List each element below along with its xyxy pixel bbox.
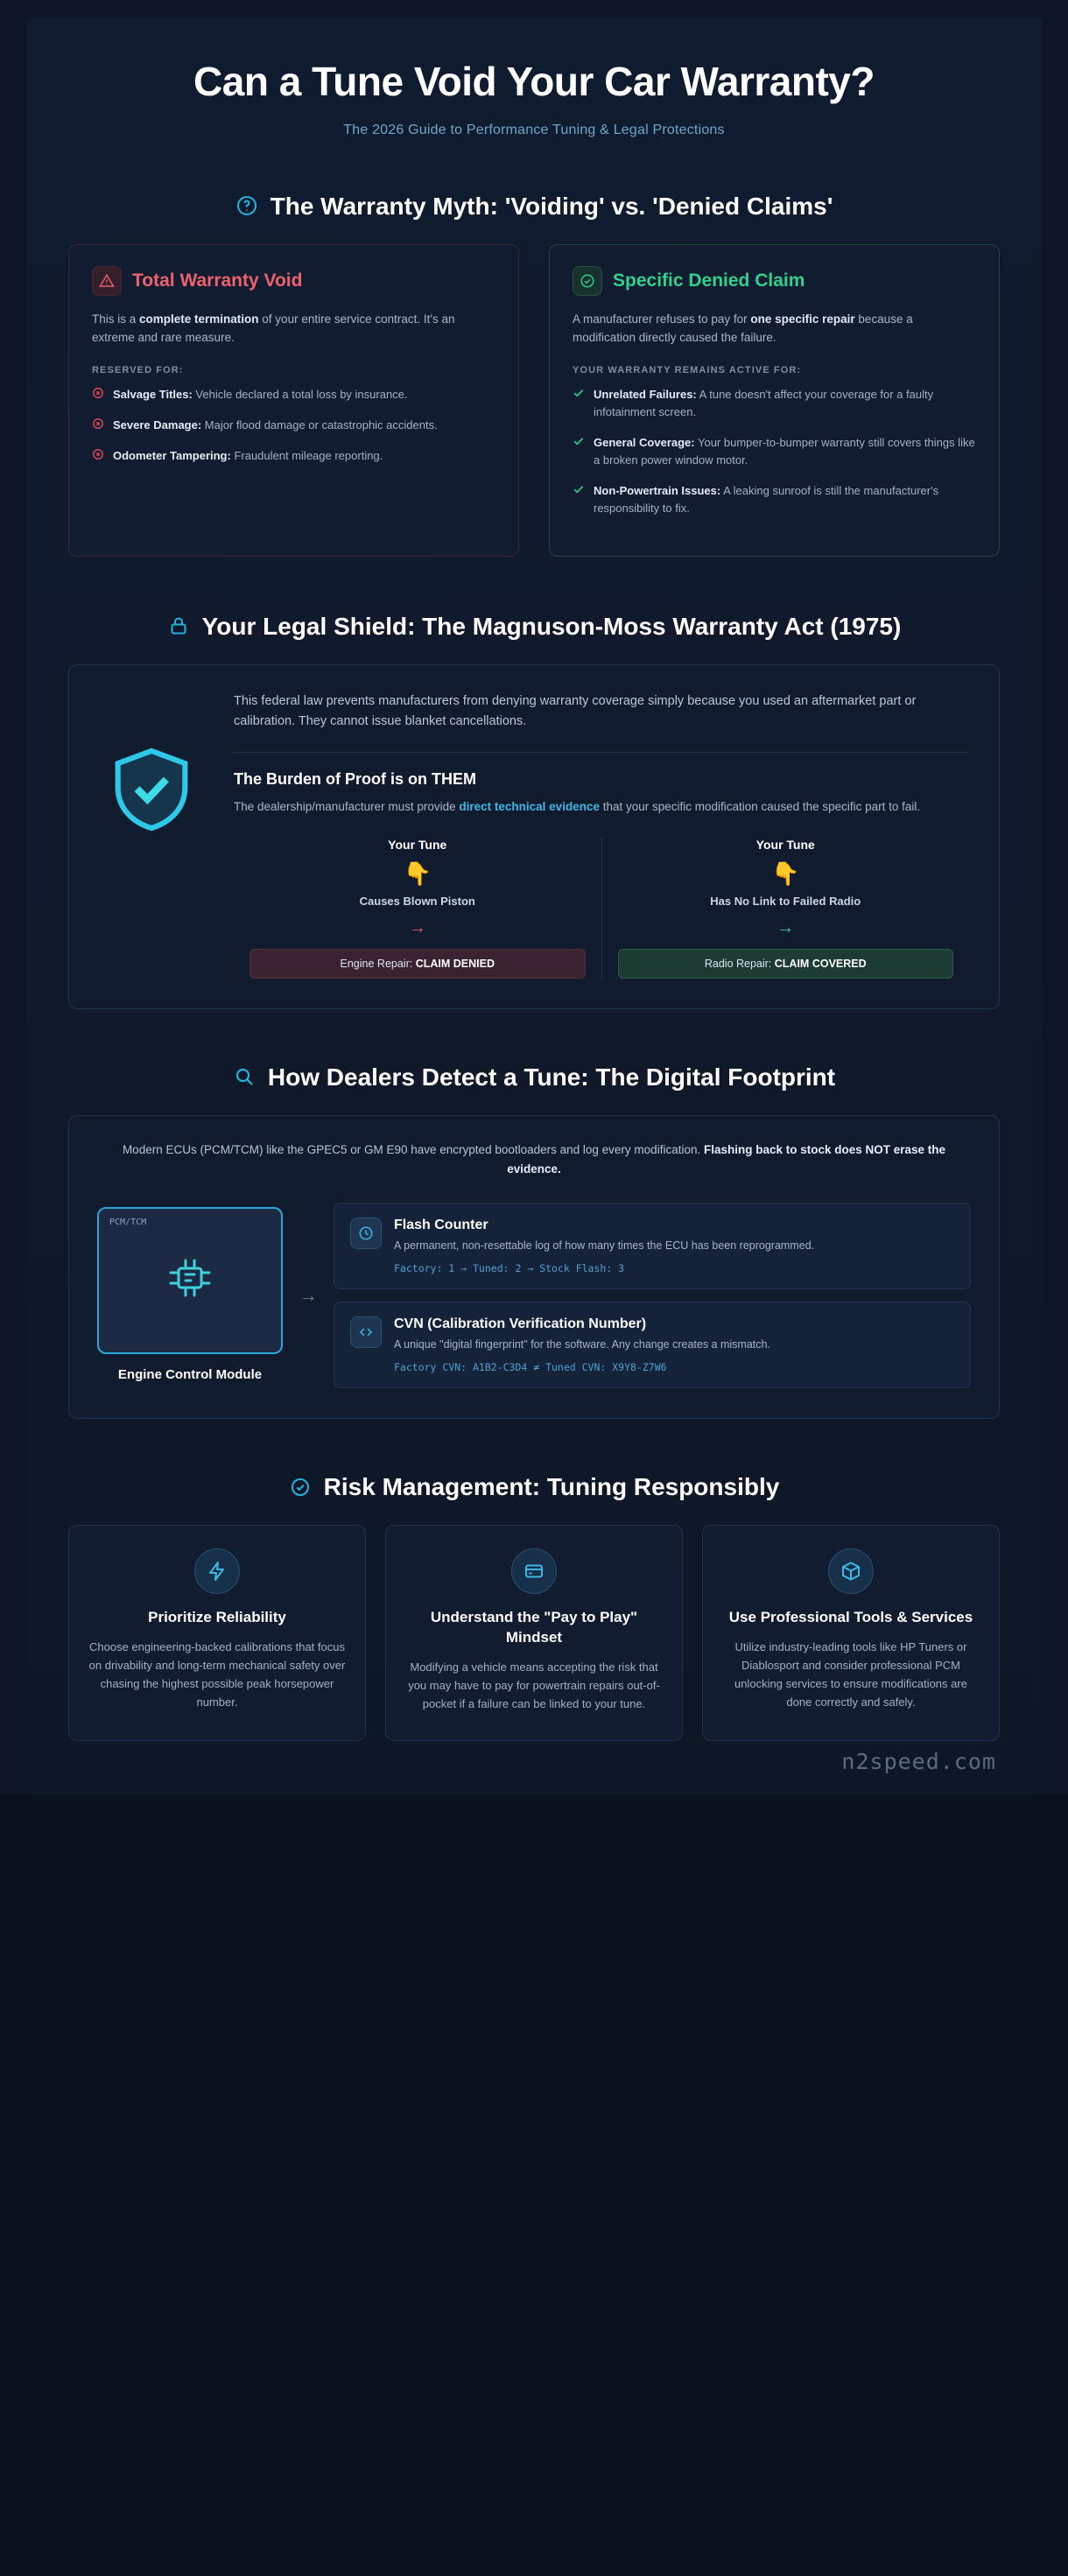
code-icon xyxy=(350,1316,382,1348)
x-circle-icon xyxy=(92,448,104,465)
list-item-title: General Coverage: xyxy=(594,435,695,449)
denied-card-body xyxy=(573,310,976,347)
search-icon xyxy=(233,1065,256,1088)
myth-cards xyxy=(68,244,1000,557)
pointing-down-emoji: 👇 xyxy=(771,860,800,887)
infographic-body xyxy=(26,18,1042,1793)
burden-post: that your specific modification caused the specific part to fail. xyxy=(599,800,921,814)
ecu-caption: Engine Control Module xyxy=(117,1366,263,1382)
legal-shield-panel xyxy=(68,664,1000,1009)
risk-card-reliability xyxy=(68,1525,366,1740)
list-item-text: Your bumper-to-bumper warranty still covers things like a broken power window motor. xyxy=(594,435,975,467)
list-item-title: Salvage Titles: xyxy=(113,387,193,401)
claim-denied-badge xyxy=(249,949,586,979)
warning-triangle-icon xyxy=(92,266,122,296)
chip-icon xyxy=(159,1254,221,1306)
check-circle-icon xyxy=(573,266,602,296)
section-heading-detect xyxy=(68,1062,1000,1092)
x-circle-icon xyxy=(92,418,104,434)
digital-footprint-panel xyxy=(68,1115,1000,1419)
burden-title: The Burden of Proof is on THEM xyxy=(234,770,476,789)
claim-denied-column xyxy=(234,838,602,979)
list-item-text: A leaking sunroof is still the manufacturer's responsibility to fix. xyxy=(594,484,939,516)
list-item-text: Major flood damage or catastrophic accidents. xyxy=(201,418,438,432)
site-watermark: n2speed.com xyxy=(841,1748,996,1774)
legal-panel-content xyxy=(234,691,969,979)
section-heading-risk xyxy=(68,1471,1000,1502)
void-body-post: of your entire service contract. It's an extreme and rare measure. xyxy=(92,312,455,345)
footprint-row xyxy=(97,1203,971,1389)
ecu-illustration xyxy=(97,1207,283,1354)
denied-card-header xyxy=(573,266,976,296)
footprint-lead-text xyxy=(97,1141,971,1203)
check-circle-icon xyxy=(289,1476,312,1499)
section-title-legal: Your Legal Shield: The Magnuson-Moss Warranty Act (1975) xyxy=(201,612,902,640)
cvn-title: CVN (Calibration Verification Number) xyxy=(394,1316,647,1331)
legal-lead-text: This federal law prevents manufacturers from denying warranty coverage simply because you used an aftermarket part or calibration. They cannot issue blanket cancellations. xyxy=(234,691,969,754)
void-list-label: RESERVED FOR: xyxy=(92,364,184,376)
risk-text: Choose engineering-backed calibrations that focus on drivability and long-term mechanical safety over chasing the highest possible peak horsepower number. xyxy=(88,1640,346,1709)
ecu-column xyxy=(97,1207,283,1384)
covered-column-sub: Has No Link to Failed Radio xyxy=(710,894,861,908)
total-warranty-void-card xyxy=(68,244,519,557)
list-item-text: Fraudulent mileage reporting. xyxy=(230,448,383,462)
flash-counter-text: A permanent, non-resettable log of how many times the ECU has been reprogrammed. xyxy=(394,1239,815,1252)
list-item xyxy=(92,386,495,404)
footprint-lead-bold: Flashing back to stock does NOT erase the evidence. xyxy=(507,1142,946,1176)
denied-column-title: Your Tune xyxy=(388,837,447,852)
claim-covered-badge xyxy=(618,949,954,979)
covered-badge-bold: CLAIM COVERED xyxy=(774,957,867,970)
burden-pre: The dealership/manufacturer must provide xyxy=(234,800,460,814)
denied-body-pre: A manufacturer refuses to pay for xyxy=(573,312,751,326)
hero-title: Can a Tune Void Your Car Warranty? xyxy=(193,59,875,104)
list-item xyxy=(573,434,976,469)
risk-title: Use Professional Tools & Services xyxy=(728,1609,973,1626)
ecu-tag-label: PCM/TCM xyxy=(109,1217,147,1227)
risk-text: Utilize industry-leading tools like HP Tuners or Diablosport and consider professional PCM unlocking services to ensure modifications are done correctly and safely. xyxy=(734,1640,967,1709)
void-card-body xyxy=(92,310,495,347)
section-heading-myth xyxy=(68,191,1000,221)
list-item-title: Severe Damage: xyxy=(113,418,202,432)
denied-list-label: YOUR WARRANTY REMAINS ACTIVE FOR: xyxy=(573,364,802,376)
pointing-down-emoji: 👇 xyxy=(403,860,432,887)
arrow-right-icon: → xyxy=(408,917,426,937)
denied-column-sub: Causes Blown Piston xyxy=(359,894,475,908)
claim-covered-column xyxy=(602,838,970,979)
list-item-title: Unrelated Failures: xyxy=(594,387,697,401)
denied-body-bold: one specific repair xyxy=(750,312,855,326)
list-item-text: A tune doesn't affect your coverage for a faulty infotainment screen. xyxy=(594,387,934,418)
burden-text xyxy=(234,797,969,817)
risk-card-pay-to-play xyxy=(385,1525,683,1740)
risk-card-professional-tools xyxy=(702,1525,1000,1740)
list-item xyxy=(92,447,495,465)
denied-card-title: Specific Denied Claim xyxy=(613,270,805,291)
covered-badge-pre: Radio Repair: xyxy=(704,957,775,970)
covered-column-title: Your Tune xyxy=(755,837,815,852)
question-circle-icon xyxy=(235,194,258,217)
flash-counter-code: Factory: 1 → Tuned: 2 → Stock Flash: 3 xyxy=(394,1261,625,1274)
list-item-title: Non-Powertrain Issues: xyxy=(594,484,721,498)
cvn-code: Factory CVN: A1B2-C3D4 ≠ Tuned CVN: X9Y8-Z7W6 xyxy=(394,1361,667,1374)
list-item xyxy=(92,417,495,434)
claim-comparison xyxy=(234,838,969,979)
lock-icon xyxy=(167,614,190,637)
void-card-title: Total Warranty Void xyxy=(132,270,303,291)
box-icon xyxy=(828,1548,874,1594)
risk-title: Prioritize Reliability xyxy=(148,1609,286,1626)
check-icon xyxy=(573,483,585,517)
flash-counter-title: Flash Counter xyxy=(394,1217,488,1232)
footprint-cards xyxy=(334,1203,971,1389)
cvn-card xyxy=(334,1302,971,1388)
void-body-pre: This is a xyxy=(92,312,140,326)
list-item-text: Vehicle declared a total loss by insurance. xyxy=(192,387,408,401)
x-circle-icon xyxy=(92,387,104,404)
denied-badge-bold: CLAIM DENIED xyxy=(415,957,495,970)
list-item-title: Odometer Tampering: xyxy=(113,448,231,462)
specific-denied-claim-card xyxy=(549,244,1000,557)
void-body-bold: complete termination xyxy=(139,312,259,326)
arrow-right-icon: → xyxy=(776,917,795,937)
section-heading-legal xyxy=(68,611,1000,642)
shield-check-icon xyxy=(99,691,204,979)
list-item xyxy=(573,386,976,421)
check-icon xyxy=(573,435,585,469)
burden-bold: direct technical evidence xyxy=(459,800,600,814)
flash-counter-card xyxy=(334,1203,971,1289)
hero-subtitle: The 2026 Guide to Performance Tuning & Legal Protections xyxy=(343,122,725,137)
check-icon xyxy=(573,387,585,421)
denied-badge-pre: Engine Repair: xyxy=(340,957,416,970)
risk-text: Modifying a vehicle means accepting the risk that you may have to pay for powertrain repairs out-of-pocket if a failure can be linked to your tune. xyxy=(408,1660,660,1710)
arrow-right-icon: → xyxy=(299,1283,318,1306)
risk-title: Understand the "Pay to Play" Mindset xyxy=(430,1609,638,1646)
section-title-risk: Risk Management: Tuning Responsibly xyxy=(323,1473,780,1501)
footprint-lead-pre: Modern ECUs (PCM/TCM) like the GPEC5 or GM E90 have encrypted bootloaders and log every modification. xyxy=(122,1142,704,1156)
void-card-header xyxy=(92,266,495,296)
denied-body-post: because a modification directly caused the failure. xyxy=(573,312,913,345)
clock-icon xyxy=(350,1218,382,1249)
bolt-icon xyxy=(194,1548,240,1594)
risk-cards xyxy=(68,1525,1000,1740)
cvn-text: A unique "digital fingerprint" for the software. Any change creates a mismatch. xyxy=(394,1337,770,1351)
credit-card-icon xyxy=(511,1548,557,1594)
section-title-detect: How Dealers Detect a Tune: The Digital Footprint xyxy=(267,1063,836,1091)
section-title-myth: The Warranty Myth: 'Voiding' vs. 'Denied Claims' xyxy=(270,192,833,220)
list-item xyxy=(573,482,976,517)
